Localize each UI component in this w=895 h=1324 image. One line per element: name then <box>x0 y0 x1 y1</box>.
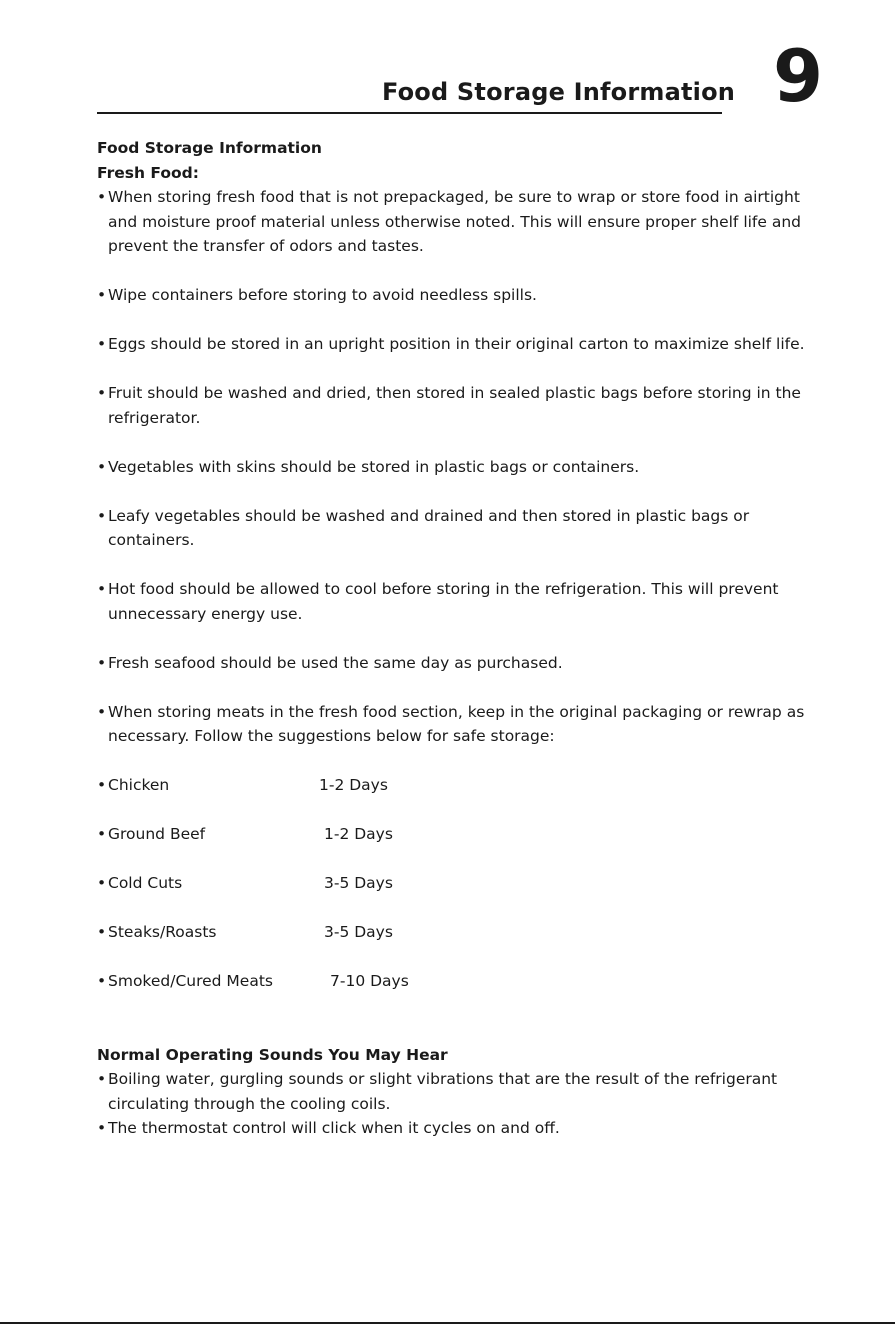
bullet-icon: • <box>97 188 107 206</box>
page-content <box>97 136 822 1141</box>
header-rule <box>97 112 722 114</box>
bullet-icon: • <box>97 580 107 598</box>
sounds-section <box>97 1043 822 1141</box>
meat-days: 7-10 Days <box>330 972 409 990</box>
bullet-icon: • <box>97 1119 107 1137</box>
meat-row <box>97 920 822 945</box>
bullet-icon: • <box>97 457 107 476</box>
list-item-text: Fruit should be washed and dried, then stored in sealed plastic bags before storing in the refrigerator. <box>108 384 801 427</box>
bullet-icon: • <box>97 653 107 672</box>
list-item-text: When storing meats in the fresh food section, keep in the original packaging or rewrap as necessary. Follow the suggestions below for safe storage: <box>108 702 805 745</box>
header-title: Food Storage Information <box>382 78 736 106</box>
list-item <box>97 651 822 676</box>
meat-row <box>97 969 822 994</box>
list-item-text: Wipe containers before storing to avoid needless spills. <box>108 286 537 304</box>
bullet-icon: • <box>97 286 107 304</box>
meat-name: Steaks/Roasts <box>108 923 217 941</box>
list-item-text: The thermostat control will click when it cycles on and off. <box>108 1119 560 1137</box>
list-item-text: When storing fresh food that is not prepackaged, be sure to wrap or store food in airtight and moisture proof material unless otherwise noted. This will ensure proper shelf life and prevent the transfer of odors and tastes. <box>108 188 802 255</box>
bullet-icon: • <box>97 825 107 843</box>
meat-days: 3-5 Days <box>324 874 393 892</box>
meat-name: Ground Beef <box>108 825 206 843</box>
bullet-icon: • <box>97 506 107 525</box>
bullet-icon: • <box>97 874 107 892</box>
list-item-text: Fresh seafood should be used the same day as purchased. <box>108 653 563 672</box>
list-item-text: Vegetables with skins should be stored in plastic bags or containers. <box>108 457 640 476</box>
list-item <box>97 700 822 749</box>
list-item-text: Eggs should be stored in an upright position in their original carton to maximize shelf life. <box>108 335 805 353</box>
section-title: Food Storage Information <box>97 139 322 157</box>
bullet-icon: • <box>97 923 107 941</box>
meat-days: 1-2 Days <box>324 825 393 843</box>
list-item <box>97 185 822 259</box>
meat-days: 3-5 Days <box>324 923 393 941</box>
list-item <box>97 283 822 308</box>
section-title: Normal Operating Sounds You May Hear <box>97 1045 448 1064</box>
list-item-text: Leafy vegetables should be washed and drained and then stored in plastic bags or containers. <box>108 506 750 549</box>
list-item <box>97 1067 822 1116</box>
page-number: 9 <box>773 34 824 118</box>
meat-row <box>97 822 822 847</box>
bullet-icon: • <box>97 335 107 353</box>
meat-days: 1-2 Days <box>319 776 388 794</box>
bullet-icon: • <box>97 776 107 794</box>
list-item <box>97 332 822 357</box>
list-item <box>97 455 822 480</box>
list-item <box>97 504 822 553</box>
section-subtitle: Fresh Food: <box>97 163 199 182</box>
meat-row <box>97 871 822 896</box>
meat-name: Smoked/Cured Meats <box>108 972 273 990</box>
meat-row <box>97 773 822 798</box>
list-item <box>97 1116 822 1141</box>
meat-name: Chicken <box>108 776 170 794</box>
list-item-text: Hot food should be allowed to cool before storing in the refrigeration. This will prevent unnecessary energy use. <box>108 580 779 623</box>
bullet-icon: • <box>97 1070 107 1088</box>
list-item <box>97 381 822 430</box>
bullet-icon: • <box>97 972 107 990</box>
list-item-text: Boiling water, gurgling sounds or slight vibrations that are the result of the refrigerant circulating through the cooling coils. <box>108 1070 778 1113</box>
bullet-icon: • <box>97 702 107 721</box>
meat-name: Cold Cuts <box>108 874 183 892</box>
list-item <box>97 577 822 626</box>
bullet-icon: • <box>97 384 107 402</box>
